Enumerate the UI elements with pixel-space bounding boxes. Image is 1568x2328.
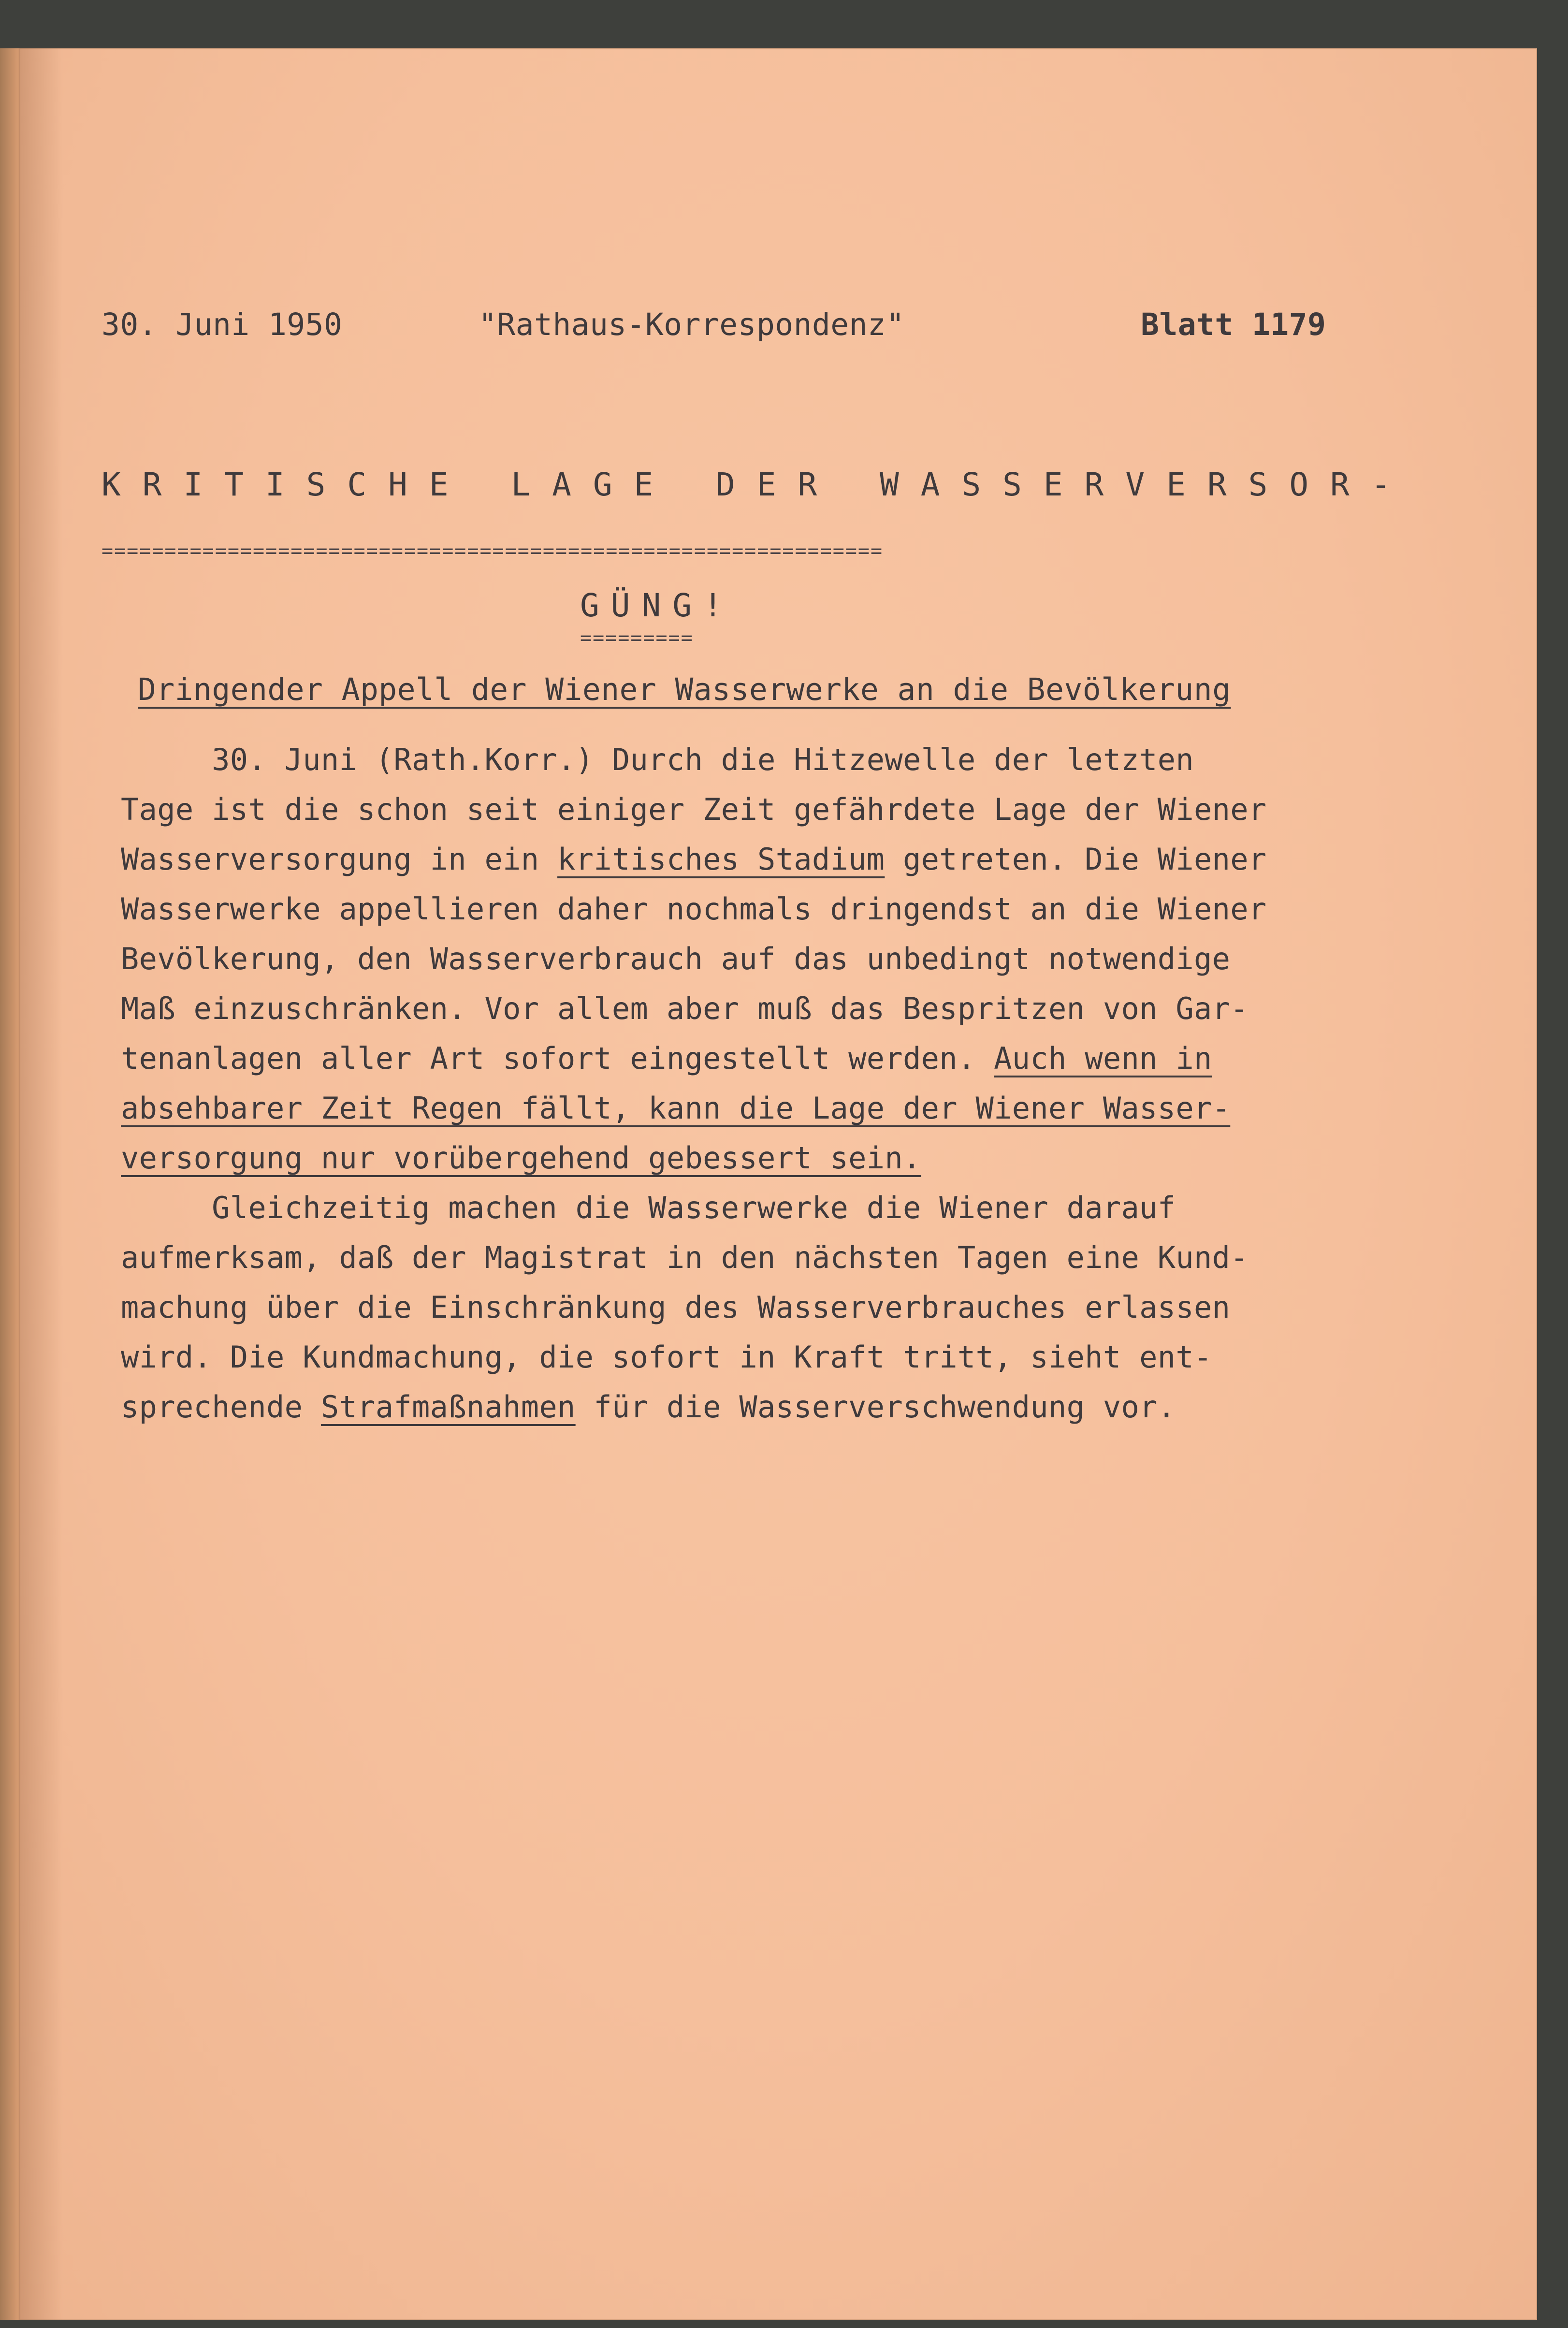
body-line: Gleichzeitig machen die Wasserwerke die Wiener darauf	[121, 1190, 1176, 1225]
body-line-underlined: absehbarer Zeit Regen fällt, kann die Lage der Wiener Wasser-	[121, 1091, 1231, 1126]
body-line	[121, 1382, 1426, 1432]
body-line: machung über die Einschränkung des Wasserverbrauches erlassen	[121, 1290, 1231, 1325]
underlined-text: versorgung nur vorübergehend gebessert sein.	[121, 1140, 921, 1176]
body-line: wird. Die Kundmachung, die sofort in Kraft tritt, sieht ent-	[121, 1339, 1212, 1375]
body-text: sprechende	[121, 1389, 321, 1425]
body-text: für die Wasserverschwendung vor.	[575, 1389, 1176, 1425]
body-line	[121, 834, 1426, 884]
header-date: 30. Juni 1950	[102, 307, 343, 342]
subtitle: Dringender Appell der Wiener Wasserwerke an die Bevölkerung	[138, 672, 1231, 707]
headline-line-1: KRITISCHE LAGE DER WASSERVERSOR-	[102, 466, 1412, 503]
body-line: Maß einzuschränken. Vor allem aber muß das Bespritzen von Gar-	[121, 991, 1249, 1026]
header-publication: "Rathaus-Korrespondenz"	[479, 307, 905, 342]
underlined-text: Auch wenn in	[994, 1041, 1212, 1076]
underlined-text: kritisches Stadium	[557, 842, 885, 877]
body-line: Tage ist die schon seit einiger Zeit gefährdete Lage der Wiener	[121, 792, 1267, 827]
headline-double-rule-2: =========	[580, 628, 694, 648]
article-body	[121, 735, 1426, 1432]
body-line	[121, 1133, 1426, 1183]
body-line: 30. Juni (Rath.Korr.) Durch die Hitzewelle der letzten	[121, 742, 1194, 777]
body-text: tenanlagen aller Art sofort eingestellt werden.	[121, 1041, 994, 1076]
body-line: Bevölkerung, den Wasserverbrauch auf das unbedingt notwendige	[121, 941, 1231, 976]
body-text: Wasserversorgung in ein	[121, 842, 558, 877]
header-sheet-number: Blatt 1179	[1141, 307, 1326, 342]
underlined-text: Strafmaßnahmen	[320, 1389, 576, 1425]
headline-line-2: GÜNG!	[580, 587, 734, 624]
body-line	[121, 1033, 1426, 1083]
document-page	[19, 48, 1537, 2320]
body-line: aufmerksam, daß der Magistrat in den nächsten Tagen eine Kund-	[121, 1240, 1249, 1275]
body-line: Wasserwerke appellieren daher nochmals dringendst an die Wiener	[121, 891, 1267, 927]
headline-double-rule-1: ==============================================================	[102, 541, 884, 561]
body-text: getreten. Die Wiener	[885, 842, 1267, 877]
